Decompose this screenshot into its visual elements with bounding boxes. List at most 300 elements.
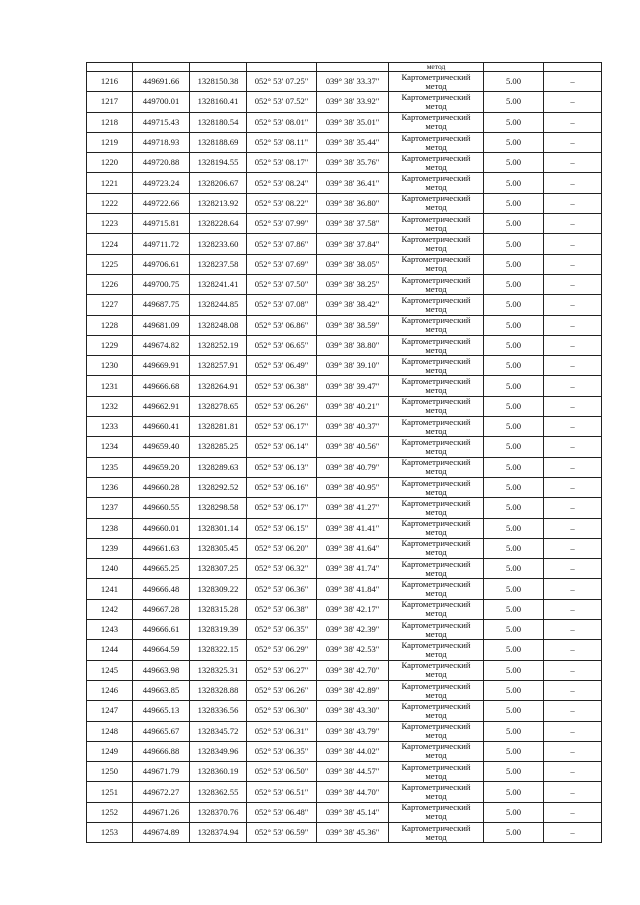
cell-latitude: 052° 53' 06.26" [247, 396, 317, 416]
method-line-2: метод [425, 689, 447, 700]
cell-latitude: 052° 53' 08.01" [247, 112, 317, 132]
cell-longitude: 039° 38' 44.02" [317, 741, 389, 761]
method-line-1: Картометрический [401, 579, 471, 590]
cell-y: 1328298.58 [190, 498, 247, 518]
cell-precision: 5.00 [484, 72, 544, 92]
method-line-1: Картометрический [401, 234, 471, 245]
table-row [87, 802, 602, 822]
cell-note: – [544, 640, 602, 660]
method-line-2: метод [425, 141, 447, 152]
method-line-2: метод [425, 425, 447, 436]
method-line-2: метод [425, 466, 447, 477]
cell-method [389, 153, 484, 173]
cell-note: – [544, 579, 602, 599]
method-line-2: метод [425, 527, 447, 538]
cell-note: – [544, 396, 602, 416]
cell-y: 1328349.96 [190, 741, 247, 761]
table-row [87, 396, 602, 416]
method-line-1: Картометрический [401, 558, 471, 569]
method-line-1: Картометрический [401, 457, 471, 468]
cell-number: 1250 [87, 762, 133, 782]
cell-latitude: 052° 53' 07.25" [247, 72, 317, 92]
cell-precision: 5.00 [484, 315, 544, 335]
cell-latitude: 052° 53' 06.30" [247, 701, 317, 721]
cell-precision: 5.00 [484, 457, 544, 477]
cell-number: 1242 [87, 599, 133, 619]
cell-note: – [544, 92, 602, 112]
table-row [87, 518, 602, 538]
cell-method [389, 701, 484, 721]
cell-latitude: 052° 53' 08.17" [247, 153, 317, 173]
table-row [87, 376, 602, 396]
cell-method [389, 396, 484, 416]
cell-precision: 5.00 [484, 477, 544, 497]
cell-number: 1229 [87, 335, 133, 355]
cell-number: 1225 [87, 254, 133, 274]
cell-x: 449671.79 [133, 762, 190, 782]
cell-number: 1228 [87, 315, 133, 335]
cell-y: 1328194.55 [190, 153, 247, 173]
cell-method [389, 173, 484, 193]
cell-y: 1328289.63 [190, 457, 247, 477]
cell-longitude: 039° 38' 42.70" [317, 660, 389, 680]
cell-y: 1328319.39 [190, 620, 247, 640]
cell-precision: 5.00 [484, 579, 544, 599]
cell-longitude: 039° 38' 44.57" [317, 762, 389, 782]
cell-note: – [544, 701, 602, 721]
cell-method [389, 437, 484, 457]
cell-longitude: 039° 38' 40.56" [317, 437, 389, 457]
cell-number: 1230 [87, 356, 133, 376]
cell-number: 1243 [87, 620, 133, 640]
method-line-1: Картометрический [401, 680, 471, 691]
method-line-2: метод [425, 506, 447, 517]
cell-x: 449666.61 [133, 620, 190, 640]
cell-precision: 5.00 [484, 640, 544, 660]
cell-note: – [544, 376, 602, 396]
cell-y: 1328206.67 [190, 173, 247, 193]
cell-note: – [544, 335, 602, 355]
cell-note: – [544, 132, 602, 152]
cell-x: 449722.66 [133, 193, 190, 213]
cell-latitude: 052° 53' 06.38" [247, 376, 317, 396]
cell-longitude: 039° 38' 40.37" [317, 417, 389, 437]
cell-precision: 5.00 [484, 274, 544, 294]
cell-number: 1219 [87, 132, 133, 152]
method-line-1: Картометрический [401, 376, 471, 387]
cell-longitude: 039° 38' 37.84" [317, 234, 389, 254]
cell-precision: 5.00 [484, 721, 544, 741]
table-row [87, 295, 602, 315]
cell-x: 449706.61 [133, 254, 190, 274]
cell-latitude: 052° 53' 08.11" [247, 132, 317, 152]
cell-precision: 5.00 [484, 254, 544, 274]
cell-y: 1328360.19 [190, 762, 247, 782]
cell-x: 449674.89 [133, 822, 190, 842]
cell-longitude: 039° 38' 41.74" [317, 559, 389, 579]
cell-latitude: 052° 53' 06.32" [247, 559, 317, 579]
method-line-2: метод [425, 182, 447, 193]
method-line-2: метод [425, 770, 447, 781]
cell-method [389, 315, 484, 335]
cell-x: 449669.91 [133, 356, 190, 376]
cell-y: 1328281.81 [190, 417, 247, 437]
cell-longitude: 039° 38' 33.37" [317, 72, 389, 92]
cell-number: 1220 [87, 153, 133, 173]
cell-precision: 5.00 [484, 356, 544, 376]
cell-y: 1328336.56 [190, 701, 247, 721]
cell-y: 1328228.64 [190, 214, 247, 234]
method-line-1: Картометрический [401, 173, 471, 184]
cell-number: 1217 [87, 92, 133, 112]
table-row [87, 417, 602, 437]
cell-method: метод [389, 63, 484, 72]
cell-x: 449665.67 [133, 721, 190, 741]
cell-longitude: 039° 38' 42.39" [317, 620, 389, 640]
table-row [87, 680, 602, 700]
cell-method [389, 417, 484, 437]
cell-precision: 5.00 [484, 538, 544, 558]
cell-longitude: 039° 38' 42.89" [317, 680, 389, 700]
cell-x: 449715.43 [133, 112, 190, 132]
cell-note: – [544, 417, 602, 437]
method-line-2: метод [425, 709, 447, 720]
cell-note: – [544, 559, 602, 579]
cell-y: 1328322.15 [190, 640, 247, 660]
method-line-2: метод [425, 243, 447, 254]
cell-latitude: 052° 53' 06.65" [247, 335, 317, 355]
cell-y: 1328309.22 [190, 579, 247, 599]
cell-latitude: 052° 53' 06.14" [247, 437, 317, 457]
method-line-1: Картометрический [401, 822, 471, 833]
cell-note: – [544, 457, 602, 477]
method-line-1: Картометрический [401, 193, 471, 204]
cell-y: 1328292.52 [190, 477, 247, 497]
cell-note: – [544, 741, 602, 761]
method-line-2: метод [425, 303, 447, 314]
cell-x: 449660.41 [133, 417, 190, 437]
cell-latitude: 052° 53' 06.48" [247, 802, 317, 822]
cell-longitude: 039° 38' 41.64" [317, 538, 389, 558]
method-line-2: метод [425, 445, 447, 456]
table-row [87, 782, 602, 802]
table-row [87, 741, 602, 761]
cell-latitude: 052° 53' 06.20" [247, 538, 317, 558]
cell-method [389, 274, 484, 294]
method-line-1: Картометрический [401, 335, 471, 346]
cell-precision: 5.00 [484, 132, 544, 152]
cell-note: – [544, 498, 602, 518]
cell-x: 449664.59 [133, 640, 190, 660]
cell-note: – [544, 356, 602, 376]
cell-number: 1233 [87, 417, 133, 437]
table-row [87, 335, 602, 355]
cell-latitude: 052° 53' 06.36" [247, 579, 317, 599]
table-row [87, 214, 602, 234]
table-row [87, 254, 602, 274]
cell-method [389, 559, 484, 579]
cell-note: – [544, 762, 602, 782]
table-row [87, 437, 602, 457]
cell-precision: 5.00 [484, 822, 544, 842]
method-line-1: Картометрический [401, 802, 471, 813]
cell-x: 449666.68 [133, 376, 190, 396]
method-line-2: метод [425, 588, 447, 599]
method-line-1: Картометрический [401, 254, 471, 265]
method-line-2: метод [425, 385, 447, 396]
cell-longitude: 039° 38' 39.10" [317, 356, 389, 376]
method-line-2: метод [425, 263, 447, 274]
cell-longitude: 039° 38' 43.79" [317, 721, 389, 741]
cell-method [389, 620, 484, 640]
cell-precision: 5.00 [484, 762, 544, 782]
cell-latitude: 052° 53' 06.51" [247, 782, 317, 802]
cell-latitude: 052° 53' 07.99" [247, 214, 317, 234]
cell-latitude: 052° 53' 07.08" [247, 295, 317, 315]
cell-y: 1328237.58 [190, 254, 247, 274]
cell-precision: 5.00 [484, 193, 544, 213]
coordinates-table [86, 62, 602, 843]
cell-precision: 5.00 [484, 234, 544, 254]
cell-note: – [544, 295, 602, 315]
cell-precision: 5.00 [484, 335, 544, 355]
cell-method [389, 822, 484, 842]
cell-note: – [544, 153, 602, 173]
method-line-2: метод [425, 730, 447, 741]
cell-number: 1231 [87, 376, 133, 396]
cell-number: 1232 [87, 396, 133, 416]
cell-number: 1244 [87, 640, 133, 660]
cell-precision: 5.00 [484, 599, 544, 619]
cell-number: 1216 [87, 72, 133, 92]
cell-latitude: 052° 53' 06.59" [247, 822, 317, 842]
cell-number: 1218 [87, 112, 133, 132]
table-row [87, 274, 602, 294]
cell-number: 1247 [87, 701, 133, 721]
cell-note: – [544, 193, 602, 213]
table-row [87, 112, 602, 132]
cell-longitude: 039° 38' 39.47" [317, 376, 389, 396]
cell-longitude: 039° 38' 44.70" [317, 782, 389, 802]
table-row [87, 457, 602, 477]
cell-latitude: 052° 53' 06.50" [247, 762, 317, 782]
cell-number: 1245 [87, 660, 133, 680]
cell-precision: 5.00 [484, 112, 544, 132]
cell-note: – [544, 538, 602, 558]
cell-latitude [247, 63, 317, 72]
cell-method [389, 518, 484, 538]
cell-method [389, 741, 484, 761]
cell-number: 1221 [87, 173, 133, 193]
cell-y: 1328188.69 [190, 132, 247, 152]
method-line-2: метод [425, 121, 447, 132]
table-row [87, 92, 602, 112]
cell-number: 1237 [87, 498, 133, 518]
cell-number: 1224 [87, 234, 133, 254]
cell-method [389, 782, 484, 802]
cell-x [133, 63, 190, 72]
table-row [87, 721, 602, 741]
cell-y: 1328180.54 [190, 112, 247, 132]
method-line-2: метод [425, 791, 447, 802]
method-line-2: метод [425, 405, 447, 416]
table-row [87, 701, 602, 721]
cell-longitude: 039° 38' 43.30" [317, 701, 389, 721]
table-row [87, 559, 602, 579]
cell-latitude: 052° 53' 06.15" [247, 518, 317, 538]
cell-x: 449671.26 [133, 802, 190, 822]
cell-x: 449663.98 [133, 660, 190, 680]
cell-note: – [544, 660, 602, 680]
cell-latitude: 052° 53' 08.24" [247, 173, 317, 193]
method-line-1: Картометрический [401, 112, 471, 123]
table-row [87, 640, 602, 660]
cell-number: 1240 [87, 559, 133, 579]
cell-x: 449723.24 [133, 173, 190, 193]
cell-method [389, 72, 484, 92]
cell-method [389, 132, 484, 152]
cell-note: – [544, 274, 602, 294]
cell-note: – [544, 518, 602, 538]
cell-method [389, 335, 484, 355]
cell-x: 449720.88 [133, 153, 190, 173]
cell-latitude: 052° 53' 06.31" [247, 721, 317, 741]
method-line-1: Картометрический [401, 436, 471, 447]
cell-latitude: 052° 53' 06.17" [247, 417, 317, 437]
cell-precision: 5.00 [484, 173, 544, 193]
cell-x: 449715.81 [133, 214, 190, 234]
cell-note: – [544, 437, 602, 457]
method-line-1: Картометрический [401, 416, 471, 427]
method-line-1: Картометрический [401, 599, 471, 610]
cell-method [389, 721, 484, 741]
cell-note: – [544, 315, 602, 335]
method-line-1: Картометрический [401, 294, 471, 305]
cell-note: – [544, 112, 602, 132]
table-row [87, 193, 602, 213]
method-line-1: Картометрический [401, 538, 471, 549]
cell-number: 1246 [87, 680, 133, 700]
cell-note: – [544, 620, 602, 640]
cell-note: – [544, 214, 602, 234]
cell-number: 1253 [87, 822, 133, 842]
method-line-2: метод [425, 547, 447, 558]
cell-note: – [544, 782, 602, 802]
cell-latitude: 052° 53' 07.86" [247, 234, 317, 254]
cell-number: 1251 [87, 782, 133, 802]
cell-x: 449666.48 [133, 579, 190, 599]
cell-number: 1235 [87, 457, 133, 477]
cell-longitude: 039° 38' 38.80" [317, 335, 389, 355]
method-line-2: метод [425, 811, 447, 822]
cell-y: 1328305.45 [190, 538, 247, 558]
cell-method [389, 254, 484, 274]
cell-method [389, 579, 484, 599]
table-row [87, 498, 602, 518]
table-row [87, 762, 602, 782]
cell-latitude: 052° 53' 06.49" [247, 356, 317, 376]
table-row [87, 173, 602, 193]
cell-y: 1328241.41 [190, 274, 247, 294]
method-line-1: Картометрический [401, 132, 471, 143]
cell-y: 1328307.25 [190, 559, 247, 579]
cell-longitude: 039° 38' 35.44" [317, 132, 389, 152]
cell-y: 1328370.76 [190, 802, 247, 822]
cell-y: 1328374.94 [190, 822, 247, 842]
cell-method [389, 640, 484, 660]
cell-method [389, 498, 484, 518]
table-row [87, 620, 602, 640]
method-line-1: Картометрический [401, 274, 471, 285]
cell-x: 449660.55 [133, 498, 190, 518]
table-row [87, 660, 602, 680]
cell-method [389, 538, 484, 558]
method-line-1: Картометрический [401, 497, 471, 508]
table-row [87, 579, 602, 599]
method-line-2: метод [425, 648, 447, 659]
cell-method [389, 234, 484, 254]
cell-precision: 5.00 [484, 680, 544, 700]
cell-precision: 5.00 [484, 701, 544, 721]
cell-x: 449681.09 [133, 315, 190, 335]
cell-longitude: 039° 38' 36.80" [317, 193, 389, 213]
cell-longitude: 039° 38' 35.76" [317, 153, 389, 173]
cell-x: 449667.28 [133, 599, 190, 619]
cell-longitude: 039° 38' 36.41" [317, 173, 389, 193]
cell-precision: 5.00 [484, 437, 544, 457]
table-row [87, 356, 602, 376]
cell-y: 1328315.28 [190, 599, 247, 619]
cell-y: 1328150.38 [190, 72, 247, 92]
cell-latitude: 052° 53' 06.27" [247, 660, 317, 680]
cell-longitude: 039° 38' 40.21" [317, 396, 389, 416]
cell-method [389, 660, 484, 680]
cell-y: 1328213.92 [190, 193, 247, 213]
cell-longitude: 039° 38' 38.25" [317, 274, 389, 294]
cell-number: 1223 [87, 214, 133, 234]
cell-x: 449659.40 [133, 437, 190, 457]
cell-number [87, 63, 133, 72]
cell-precision: 5.00 [484, 559, 544, 579]
cell-precision: 5.00 [484, 782, 544, 802]
cell-latitude: 052° 53' 06.13" [247, 457, 317, 477]
cell-y: 1328301.14 [190, 518, 247, 538]
cell-x: 449663.85 [133, 680, 190, 700]
cell-y: 1328244.85 [190, 295, 247, 315]
cell-number: 1241 [87, 579, 133, 599]
cell-longitude: 039° 38' 40.79" [317, 457, 389, 477]
cell-x: 449711.72 [133, 234, 190, 254]
cell-longitude: 039° 38' 38.05" [317, 254, 389, 274]
cell-number: 1248 [87, 721, 133, 741]
method-line-1: Картометрический [401, 619, 471, 630]
cell-longitude: 039° 38' 37.58" [317, 214, 389, 234]
cell-precision: 5.00 [484, 802, 544, 822]
cell-note: – [544, 599, 602, 619]
cell-method [389, 193, 484, 213]
cell-x: 449718.93 [133, 132, 190, 152]
cell-y [190, 63, 247, 72]
cell-x: 449687.75 [133, 295, 190, 315]
cell-precision: 5.00 [484, 396, 544, 416]
cell-note: – [544, 822, 602, 842]
cell-y: 1328285.25 [190, 437, 247, 457]
cell-precision: 5.00 [484, 295, 544, 315]
method-line-2: метод [425, 608, 447, 619]
cell-method [389, 356, 484, 376]
cell-method [389, 92, 484, 112]
cell-y: 1328345.72 [190, 721, 247, 741]
